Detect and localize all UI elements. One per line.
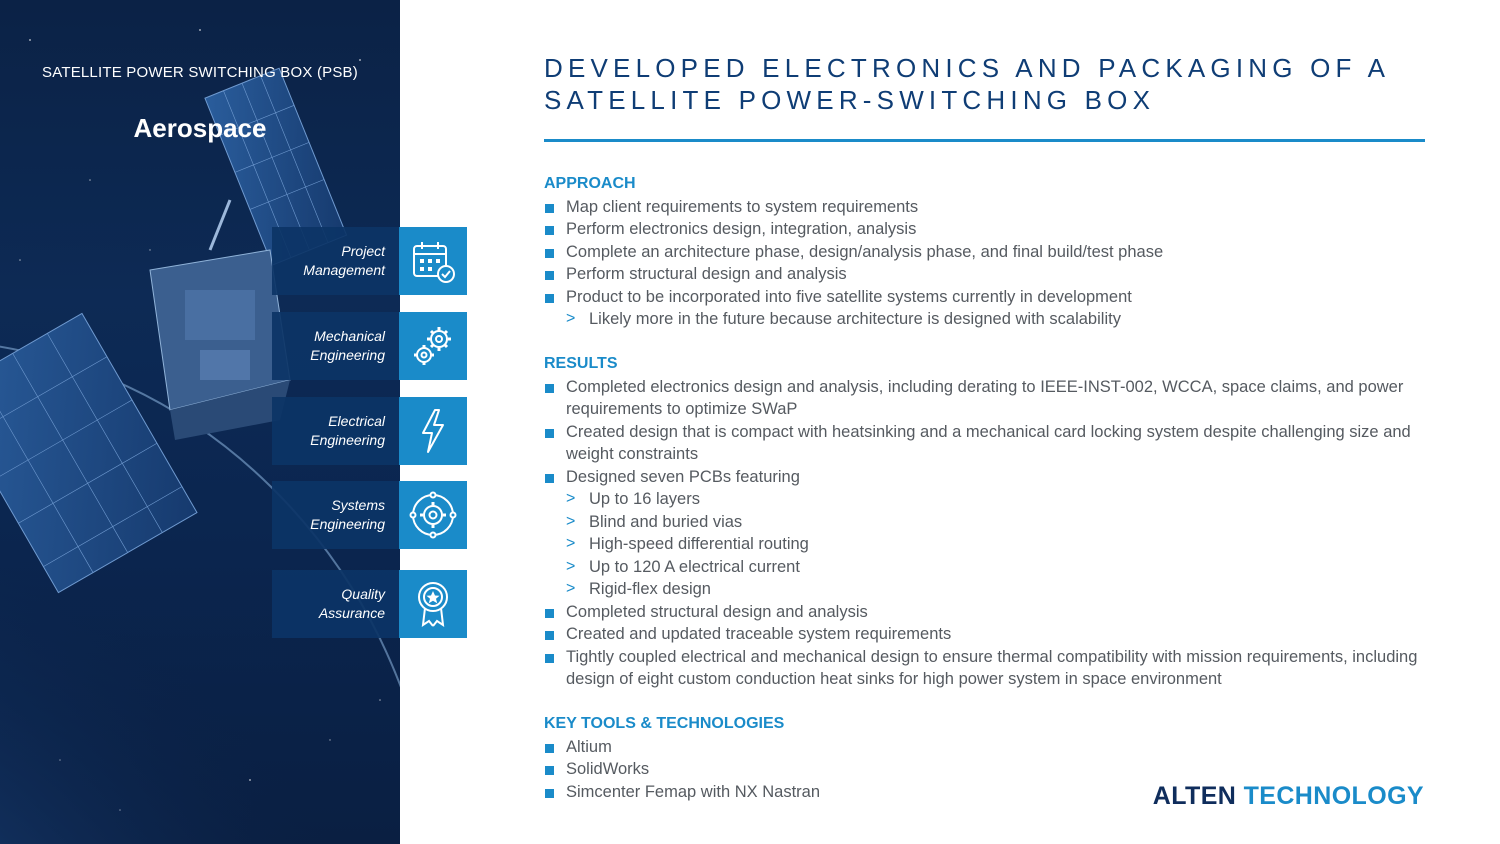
- approach-heading: APPROACH: [544, 175, 636, 192]
- logo-word-technology: TECHNOLOGY: [1243, 782, 1424, 810]
- service-label: Quality Assurance: [272, 570, 399, 638]
- service-label: Systems Engineering: [272, 481, 399, 549]
- sub-list-item: > Blind and buried vias: [544, 511, 1434, 534]
- results-section: [544, 353, 1434, 691]
- chevron-right-icon: >: [566, 557, 576, 575]
- list-item: Created and updated traceable system requirements: [544, 623, 1434, 646]
- list-item: Altium: [544, 736, 1434, 759]
- chevron-right-icon: >: [566, 310, 576, 327]
- list-item: Completed structural design and analysis: [544, 601, 1434, 624]
- title-divider: [544, 139, 1425, 142]
- sector-title: Aerospace: [133, 113, 267, 143]
- chevron-right-icon: >: [566, 535, 576, 552]
- logo-word-alten: ALTEN: [1152, 782, 1237, 810]
- service-tile-electrical-engineering: [272, 397, 467, 465]
- sub-list-item: > High-speed differential routing: [544, 533, 1434, 556]
- list-item: Tightly coupled electrical and mechanical design to ensure thermal compatibility with mission requirements, including design of eight custom conduction heat sinks for high power system in space environment: [544, 646, 1434, 691]
- systems-gear-icon: [399, 481, 467, 549]
- gears-icon: [399, 312, 467, 380]
- company-logo: [1153, 782, 1424, 811]
- sub-list-item: > Rigid-flex design: [544, 578, 1434, 601]
- headline-line-1: DEVELOPED ELECTRONICS AND PACKAGING OF A: [544, 53, 1391, 83]
- headline-line-2: SATELLITE POWER-SWITCHING BOX: [544, 85, 1156, 115]
- service-tile-mechanical-engineering: [272, 312, 467, 380]
- service-label: Electrical Engineering: [272, 397, 399, 465]
- list-item: Created design that is compact with heatsinking and a mechanical card locking system despite challenging size and weight constraints: [544, 421, 1434, 466]
- approach-section: [544, 173, 1434, 331]
- list-item: Completed electronics design and analysis, including derating to IEEE-INST-002, WCCA, space claims, and power requirements to optimize SWaP: [544, 376, 1434, 421]
- chevron-right-icon: >: [566, 580, 576, 597]
- list-item: Perform electronics design, integration, analysis: [544, 218, 1434, 241]
- list-item: Designed seven PCBs featuring: [544, 466, 1434, 489]
- case-study-content: [544, 173, 1434, 803]
- lightning-icon: [399, 397, 467, 465]
- project-title: SATELLITE POWER SWITCHING BOX (PSB): [42, 64, 358, 81]
- list-item: Map client requirements to system requirements: [544, 196, 1434, 219]
- service-tile-quality-assurance: [272, 570, 467, 638]
- list-item: Perform structural design and analysis: [544, 263, 1434, 286]
- service-tile-project-management: [272, 227, 467, 295]
- sub-list-item: > Up to 120 A electrical current: [544, 556, 1434, 579]
- results-heading: RESULTS: [544, 355, 618, 372]
- sub-list-item: > Up to 16 layers: [544, 488, 1434, 511]
- award-ribbon-icon: [399, 570, 467, 638]
- sub-list-item: > Likely more in the future because architecture is designed with scalability: [544, 308, 1434, 331]
- page-title: [544, 52, 1444, 116]
- chevron-right-icon: >: [566, 512, 576, 530]
- service-tile-systems-engineering: [272, 481, 467, 549]
- tools-heading: KEY TOOLS & TECHNOLOGIES: [544, 715, 785, 732]
- chevron-right-icon: >: [566, 490, 576, 507]
- list-item: Complete an architecture phase, design/analysis phase, and final build/test phase: [544, 241, 1434, 264]
- list-item: Simcenter Femap with NX Nastran: [544, 781, 1434, 804]
- service-label: Mechanical Engineering: [272, 312, 399, 380]
- service-label: Project Management: [272, 227, 399, 295]
- calendar-check-icon: [399, 227, 467, 295]
- list-item: Product to be incorporated into five satellite systems currently in development: [544, 286, 1434, 309]
- list-item: SolidWorks: [544, 758, 1434, 781]
